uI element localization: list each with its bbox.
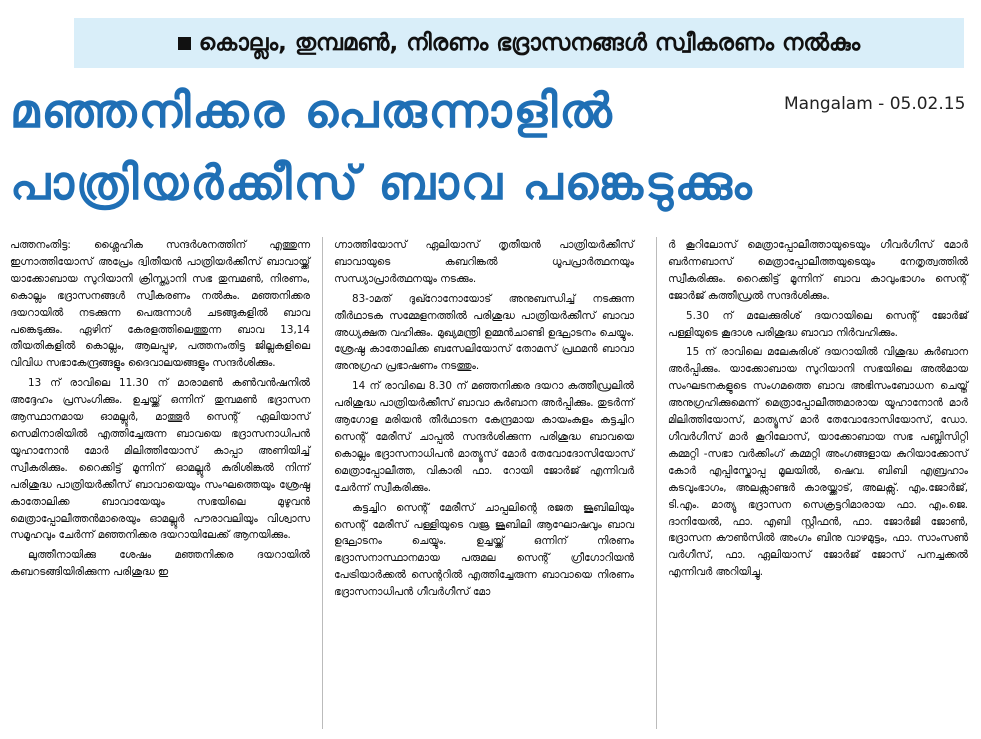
paragraph: പത്തനംതിട്ട: ശ്ലൈഹിക സന്ദർശനത്തിന് എത്തുന്ന ഇഗ്നാത്തിയോസ് അപ്രേം ദ്വിതീയൻ പാത്രിയർക്കീസ് ബാവായ്ക്ക് യാക്കോബായ സുറിയാനി ക്രിസ്ത്യാനി സഭ തുമ്പമൺ, നിരണം, കൊല്ലം ഭദ്രാസനങ്ങൾ സ്വീകരണം നൽകും. മഞ്ഞനിക്കര ദയറായിൽ നടക്കുന്ന പെരുന്നാൾ ചടങ്ങുകളിൽ ബാവ പങ്കെടുക്കും. ഏഴിന് കേരളത്തിലെത്തുന്ന ബാവ 13,14 തീയതികളിൽ കൊല്ലം, ആലപ്പുഴ, പത്തനംതിട്ട ജില്ലകളിലെ വിവിധ സഭാകേന്ദ്രങ്ങളും ദൈവാലയങ്ങളും സന്ദർശിക്കും. [10, 239, 310, 370]
kicker-text: കൊല്ലം, തുമ്പമൺ, നിരണം ഭദ്രാസനങ്ങൾ സ്വീകരണം നൽകും [198, 30, 861, 56]
paragraph: 5.30 ന് മലേക്കുരിശ് ദയറായിലെ സെന്റ് ജോർജ് പള്ളിയുടെ കൂദാശ പരിശുദ്ധ ബാവാ നിർവഹിക്കും. [668, 309, 968, 339]
paragraph: ഗ്നാത്തിയോസ് ഏലിയാസ് തൃതീയൻ പാത്രിയർക്കീസ് ബാവായുടെ കബറിങ്കൽ ധൂപപ്രാർത്ഥനയും സന്ധ്യാപ്രാർത്ഥനയും നടക്കും. [334, 239, 634, 285]
paragraph: ർ കൂറിലോസ് മെത്രാപ്പോലീത്തായുടെയും ഗീവർഗീസ് മോർ ബർന്നബാസ് മെത്രാപ്പോലീത്തയുടെയും നേതൃത്വത്തിൽ സ്വീകരിക്കും. റൈക്കിട്ട് മൂന്നിന് ബാവ കാവുംഭാഗം സെന്റ് ജോർജ് കത്തീഡ്രൽ സന്ദർശിക്കും. [668, 239, 968, 302]
article-column-2 [334, 237, 634, 604]
headline-line-2: പാത്രിയർക്കീസ് ബാവ പങ്കെടുക്കും [10, 156, 754, 211]
column-divider [656, 237, 657, 729]
paragraph: 15 ന് രാവിലെ മലേകുരിശ് ദയറായിൽ വിശുദ്ധ കുർബാന അർപ്പിക്കും. യാക്കോബായ സുറിയാനി സഭയിലെ അൽമായ സംഘടനകളുടെ സംഗമത്തെ ബാവ അഭിസംബോധന ചെയ്ത് അനുഗ്രഹിക്കുമെന്ന് മെത്രാപ്പോലീത്തമാരായ യൂഹാനോൻ മാർ മിലിത്തിയോസ്, മാത്യൂസ് മാർ തേവോദോസിയോസ്, ഡോ. ഗീവർഗീസ് മാർ കൂറിലോസ്, യാക്കോബായ സഭ പബ്ലിസിറ്റി കമ്മറ്റി -സഭാ വർക്കിംഗ് കമ്മറ്റി അംഗങ്ങളായ കുറിയാക്കോസ് കോർ എപ്പിസ്കോപ്പ മൂലയിൽ, ഷെവ. ബിബി എബ്രഹാം കടവുംഭാഗം, അലക്സാണ്ടർ കാരയ്ക്കാട്, അലക്സ്. എം.ജോർജ്, ടി.എം. മാത്യു ഭദ്രാസന സെക്രട്ടറിമാരായ ഫാ. എം.ജെ. ദാനിയേൽ, ഫാ. എബി സ്റ്റീഫൻ, ഫാ. ജോർജി ജോൺ, ഭദ്രാസന കൗൺസിൽ അംഗം ബിനു വാഴമുട്ടം, ഫാ. സാംസൺ വർഗീസ്, ഫാ. ഏലിയാസ് ജോർജ് ജോസ് പനച്ചക്കൽ എന്നിവർ അറിയിച്ചു. [668, 346, 968, 579]
paragraph: 14 ന് രാവിലെ 8.30 ന് മഞ്ഞനിക്കര ദയറാ കത്തീഡ്രലിൽ പരിശുദ്ധ പാത്രിയർക്കീസ് ബാവാ കുർബാന അർപ്പിക്കും. തുടർന്ന് ആഗോള മരിയൻ തീർഥാടന കേന്ദ്രമായ കായംകുളം കട്ടച്ചിറ സെന്റ് മേരീസ് ചാപ്പൽ സന്ദർശിക്കുന്ന പരിശുദ്ധ ബാവയെ കൊല്ലം ഭദ്രാസനാധിപൻ മാത്യൂസ് മോർ തേവോദോസിയോസ് മെത്രാപ്പോലീത്ത, വികാരി ഫാ. റോയി ജോർജ് എന്നിവർ ചേർന്ന് സ്വീകരിക്കും. [334, 380, 634, 494]
column-divider [322, 237, 323, 729]
square-bullet-icon [178, 37, 191, 50]
paragraph: 83-ാമത് ദുഖ്റോനോയോട് അനുബന്ധിച്ച് നടക്കുന്ന തീർഥാടക സമ്മേളനത്തിൽ പരിശുദ്ധ പാത്രിയർക്കീസ് ബാവാ അധ്യക്ഷത വഹിക്കും. മുഖ്യമന്ത്രി ഉമ്മൻചാണ്ടി ഉദ്ഘാടനം ചെയ്യും. ശ്രേഷ്ഠ കാതോലിക്ക ബസേലിയോസ് തോമസ് പ്രഥമൻ ബാവാ അനുഗ്രഹ പ്രഭാഷണം നടത്തും. [334, 292, 634, 373]
paragraph: ലുത്തീനായിക്കു ശേഷം മഞ്ഞനിക്കര ദയറായിൽ കബറടങ്ങിയിരിക്കുന്ന പരിശുദ്ധ ഇ [10, 549, 310, 579]
source-credit: Mangalam - 05.02.15 [784, 94, 966, 114]
kicker-banner [74, 18, 964, 68]
article-column-1 [10, 237, 310, 584]
paragraph: 13 ന് രാവിലെ 11.30 ന് മാരാമൺ കൺവൻഷനിൽ അദ്ദേഹം പ്രസംഗിക്കും. ഉച്ചയ്ക്ക് ഒന്നിന് തുമ്പമൺ ഭദ്രാസന ആസ്ഥാനമായ ഓമല്ലൂർ, മാത്തൂർ സെന്റ് ഏലിയാസ് സെമിനാരിയിൽ എത്തിച്ചേരുന്ന ബാവയെ ഭദ്രാസനാധിപൻ യൂഹാനോൻ മോർ മിലിത്തിയോസ് കാപ്പാ അണിയിച്ച് സ്വീകരിക്കും. റൈക്കിട്ട് മൂന്നിന് ഓമല്ലൂർ കുരിശിങ്കൽ നിന്ന് പരിശുദ്ധ പാത്രിയർക്കീസ് ബാവായെയും സംഘത്തെയും ശ്രേഷ്ഠ കാതോലിക്ക ബാവായേയും സഭയിലെ മുഴുവൻ മെത്രാപ്പോലീത്തൻമാരെയും ഓമല്ലൂർ പൗരാവലിയും വിശ്വാസ സമൂഹവും ചേർന്ന് മഞ്ഞനിക്കര ദയറായിലേക്ക് ആനയിക്കും. [10, 377, 310, 542]
article-column-3 [668, 237, 968, 584]
headline-line-1: മഞ്ഞനിക്കര പെരുന്നാളിൽ [10, 84, 614, 139]
paragraph: കട്ടച്ചിറ സെന്റ് മേരീസ് ചാപ്പലിന്റെ രജത ജൂബിലിയും സെന്റ് മേരീസ് പള്ളിയുടെ വജ്ര ജൂബിലി ആഘോഷവും ബാവ ഉദ്ഘാടനം ചെയ്യും. ഉച്ചയ്ക്ക് ഒന്നിന് നിരണം ഭദ്രാസനാസ്ഥാനമായ പരുമല സെന്റ് ഗ്രീഗോറിയൻ പേട്രിയാർക്കൽ സെന്ററിൽ എത്തിച്ചേരുന്ന ബാവായെ നിരണം ഭദ്രാസനാധിപൻ ഗീവർഗീസ് മോ [334, 501, 634, 599]
